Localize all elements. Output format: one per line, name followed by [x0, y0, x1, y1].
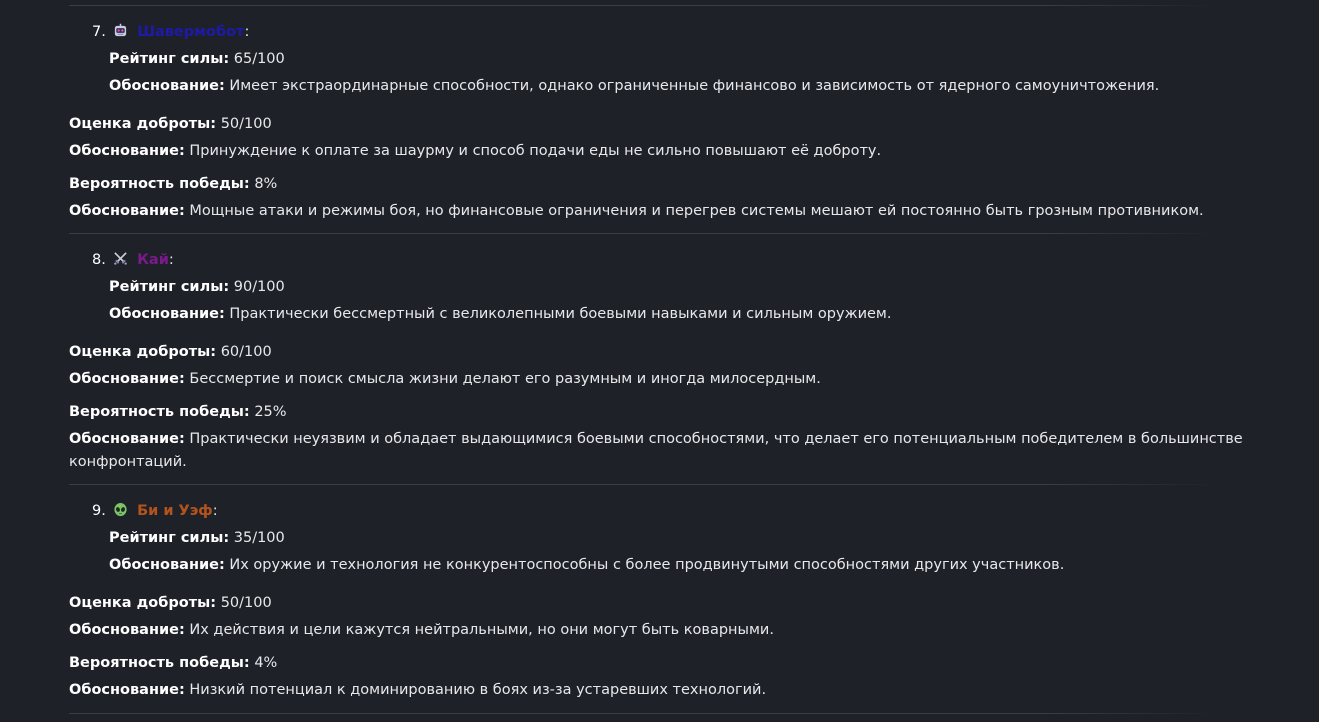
reason-text: Практически неуязвим и обладает выдающимися боевыми способностями, что делает его потенциальным победителем в большинстве конфронтаций.: [69, 431, 1243, 470]
win-value: 4%: [254, 655, 278, 671]
reason-text: Их действия и цели кажутся нейтральными, но они могут быть коварными.: [189, 622, 774, 638]
robot-icon: [113, 23, 128, 38]
entry-header: 9. Би и Уэф:: [92, 503, 218, 519]
kindness-rating: Оценка доброты: 50/100: [69, 116, 272, 132]
reason-label: Обоснование: [69, 203, 179, 219]
win-value: 25%: [254, 404, 287, 420]
reason-text: Их оружие и технология не конкурентоспособны с более продвинутыми способностями других участников.: [229, 557, 1065, 573]
reason-label: Обоснование: [109, 557, 219, 573]
reason-label: Обоснование: [109, 78, 219, 94]
entry-header: 8. Кай:: [92, 252, 174, 268]
kindness-value: 60/100: [220, 344, 272, 360]
win-label: Вероятность победы: [69, 404, 244, 420]
win-reason: Обоснование: Практически неуязвим и обладает выдающимися боевыми способностями, что делает его потенциальным победителем в большинстве конфронтаций.: [69, 431, 1243, 470]
entry-number: 7.: [92, 24, 106, 40]
power-value: 65/100: [233, 51, 285, 67]
divider: [69, 233, 1219, 234]
power-reason: Обоснование: Практически бессмертный с великолепными боевыми навыками и сильным оружием.: [109, 306, 892, 322]
reason-text: Принуждение к оплате за шаурму и способ подачи еды не сильно повышают её доброту.: [189, 143, 882, 159]
kindness-reason: Обоснование: Бессмертие и поиск смысла жизни делают его разумным и иногда милосердным.: [69, 371, 821, 387]
power-rating: Рейтинг силы: 35/100: [109, 530, 285, 546]
reason-label: Обоснование: [69, 431, 179, 447]
kindness-value: 50/100: [220, 116, 272, 132]
win-probability: Вероятность победы: 8%: [69, 176, 278, 192]
divider: [69, 484, 1219, 485]
win-value: 8%: [254, 176, 278, 192]
entry-number: 9.: [92, 503, 106, 519]
character-name: Би и Уэф: [137, 503, 213, 519]
kindness-rating: Оценка доброты: 50/100: [69, 595, 272, 611]
crossed-swords-icon: [113, 251, 128, 266]
reason-label: Обоснование: [69, 371, 179, 387]
alien-icon: [113, 502, 128, 517]
power-label: Рейтинг силы: [109, 279, 224, 295]
power-label: Рейтинг силы: [109, 51, 224, 67]
power-rating: Рейтинг силы: 90/100: [109, 279, 285, 295]
kindness-reason: Обоснование: Принуждение к оплате за шаурму и способ подачи еды не сильно повышают её доброту.: [69, 143, 882, 159]
power-reason: Обоснование: Их оружие и технология не конкурентоспособны с более продвинутыми способностями других участников.: [109, 557, 1065, 573]
kindness-rating: Оценка доброты: 60/100: [69, 344, 272, 360]
kindness-reason: Обоснование: Их действия и цели кажутся нейтральными, но они могут быть коварными.: [69, 622, 774, 638]
kindness-label: Оценка доброты: [69, 595, 211, 611]
reason-text: Мощные атаки и режимы боя, но финансовые ограничения и перегрев системы мешают ей постоянно быть грозным противником.: [189, 203, 1204, 219]
entry-header: 7. Шавермобот:: [92, 24, 250, 40]
win-probability: Вероятность победы: 4%: [69, 655, 278, 671]
win-reason: Обоснование: Низкий потенциал к доминированию в боях из-за устаревших технологий.: [69, 682, 767, 698]
reason-label: Обоснование: [69, 682, 179, 698]
kindness-value: 50/100: [220, 595, 272, 611]
kindness-label: Оценка доброты: [69, 116, 211, 132]
divider: [69, 5, 1219, 6]
reason-label: Обоснование: [69, 143, 179, 159]
win-label: Вероятность победы: [69, 176, 244, 192]
reason-text: Практически бессмертный с великолепными боевыми навыками и сильным оружием.: [229, 306, 892, 322]
entry-number: 8.: [92, 252, 106, 268]
reason-label: Обоснование: [109, 306, 219, 322]
reason-text: Имеет экстраординарные способности, однако ограниченные финансово и зависимость от ядерного самоуничтожения.: [229, 78, 1160, 94]
power-rating: Рейтинг силы: 65/100: [109, 51, 285, 67]
power-value: 90/100: [233, 279, 285, 295]
win-reason: Обоснование: Мощные атаки и режимы боя, но финансовые ограничения и перегрев системы мешают ей постоянно быть грозным противником.: [69, 203, 1204, 219]
win-label: Вероятность победы: [69, 655, 244, 671]
divider: [69, 713, 1219, 714]
kindness-label: Оценка доброты: [69, 344, 211, 360]
win-probability: Вероятность победы: 25%: [69, 404, 287, 420]
power-reason: Обоснование: Имеет экстраординарные способности, однако ограниченные финансово и зависимость от ядерного самоуничтожения.: [109, 78, 1160, 94]
power-label: Рейтинг силы: [109, 530, 224, 546]
reason-text: Низкий потенциал к доминированию в боях из-за устаревших технологий.: [189, 682, 767, 698]
power-value: 35/100: [233, 530, 285, 546]
character-name: Кай: [137, 252, 169, 268]
character-name: Шавермобот: [137, 24, 245, 40]
reason-label: Обоснование: [69, 622, 179, 638]
reason-text: Бессмертие и поиск смысла жизни делают его разумным и иногда милосердным.: [189, 371, 821, 387]
